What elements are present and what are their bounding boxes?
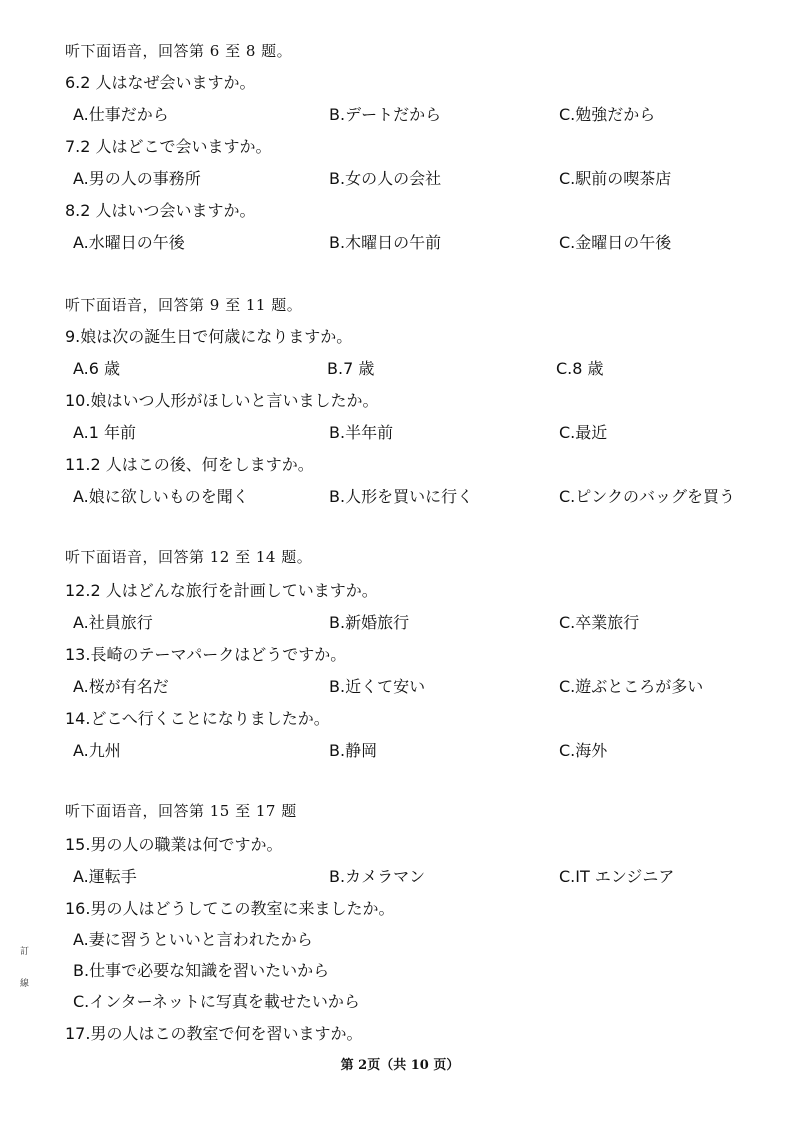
question-11: 11.2 人はこの後、何をしますか。 [65, 455, 314, 474]
q12-option-a: A.社員旅行 [73, 613, 153, 632]
question-14: 14.どこへ行くことになりましたか。 [65, 709, 330, 728]
q10-option-a: A.1 年前 [73, 423, 137, 442]
question-10: 10.娘はいつ人形がほしいと言いましたか。 [65, 391, 379, 410]
question-17: 17.男の人はこの教室で何を習いますか。 [65, 1024, 363, 1043]
q13-option-c: C.遊ぶところが多い [559, 677, 704, 696]
section-instruction: 听下面语音，回答第 12 至 14 题。 [65, 548, 313, 566]
q7-option-a: A.男の人の事務所 [73, 169, 201, 188]
q15-option-b: B.カメラマン [329, 867, 426, 886]
q6-option-a: A.仕事だから [73, 105, 169, 124]
q12-option-b: B.新婚旅行 [329, 613, 410, 632]
q6-option-c: C.勉強だから [559, 105, 656, 124]
q7-option-c: C.駅前の喫茶店 [559, 169, 672, 188]
q14-option-a: A.九州 [73, 741, 121, 760]
q14-option-b: B.静岡 [329, 741, 378, 760]
q11-option-a: A.娘に欲しいものを聞く [73, 487, 249, 506]
q8-option-b: B.木曜日の午前 [329, 233, 442, 252]
page-footer: 第 2页（共 10 页） [340, 1058, 460, 1073]
section-instruction: 听下面语音，回答第 9 至 11 题。 [65, 296, 303, 314]
q8-option-a: A.水曜日の午後 [73, 233, 185, 252]
section-instruction: 听下面语音，回答第 15 至 17 题 [65, 802, 297, 820]
q8-option-c: C.金曜日の午後 [559, 233, 672, 252]
q11-option-c: C.ピンクのバッグを買う [559, 487, 735, 506]
question-15: 15.男の人の職業は何ですか。 [65, 835, 283, 854]
q7-option-b: B.女の人の会社 [329, 169, 442, 188]
q6-option-b: B.デートだから [329, 105, 442, 124]
q13-option-a: A.桜が有名だ [73, 677, 169, 696]
q15-option-c: C.IT エンジニア [559, 867, 675, 886]
question-6: 6.2 人はなぜ会いますか。 [65, 73, 256, 92]
question-12: 12.2 人はどんな旅行を計画していますか。 [65, 581, 378, 600]
q16-option-b: B.仕事で必要な知識を習いたいから [73, 961, 330, 980]
q11-option-b: B.人形を買いに行く [329, 487, 474, 506]
q13-option-b: B.近くて安い [329, 677, 426, 696]
q16-option-a: A.妻に習うといいと言われたから [73, 930, 313, 949]
section-instruction: 听下面语音，回答第 6 至 8 题。 [65, 42, 293, 60]
question-16: 16.男の人はどうしてこの教室に来ましたか。 [65, 899, 395, 918]
q12-option-c: C.卒業旅行 [559, 613, 640, 632]
question-8: 8.2 人はいつ会いますか。 [65, 201, 256, 220]
q15-option-a: A.運転手 [73, 867, 137, 886]
margin-mark: 訂 [20, 947, 30, 957]
q10-option-b: B.半年前 [329, 423, 394, 442]
q9-option-b: B.7 歳 [327, 359, 375, 378]
question-9: 9.娘は次の誕生日で何歳になりますか。 [65, 327, 353, 346]
q9-option-c: C.8 歳 [556, 359, 604, 378]
q10-option-c: C.最近 [559, 423, 608, 442]
q16-option-c: C.インターネットに写真を載せたいから [73, 992, 360, 1011]
q14-option-c: C.海外 [559, 741, 608, 760]
question-7: 7.2 人はどこで会いますか。 [65, 137, 272, 156]
question-13: 13.長崎のテーマパークはどうですか。 [65, 645, 347, 664]
q9-option-a: A.6 歳 [73, 359, 121, 378]
margin-mark: 線 [20, 979, 30, 989]
